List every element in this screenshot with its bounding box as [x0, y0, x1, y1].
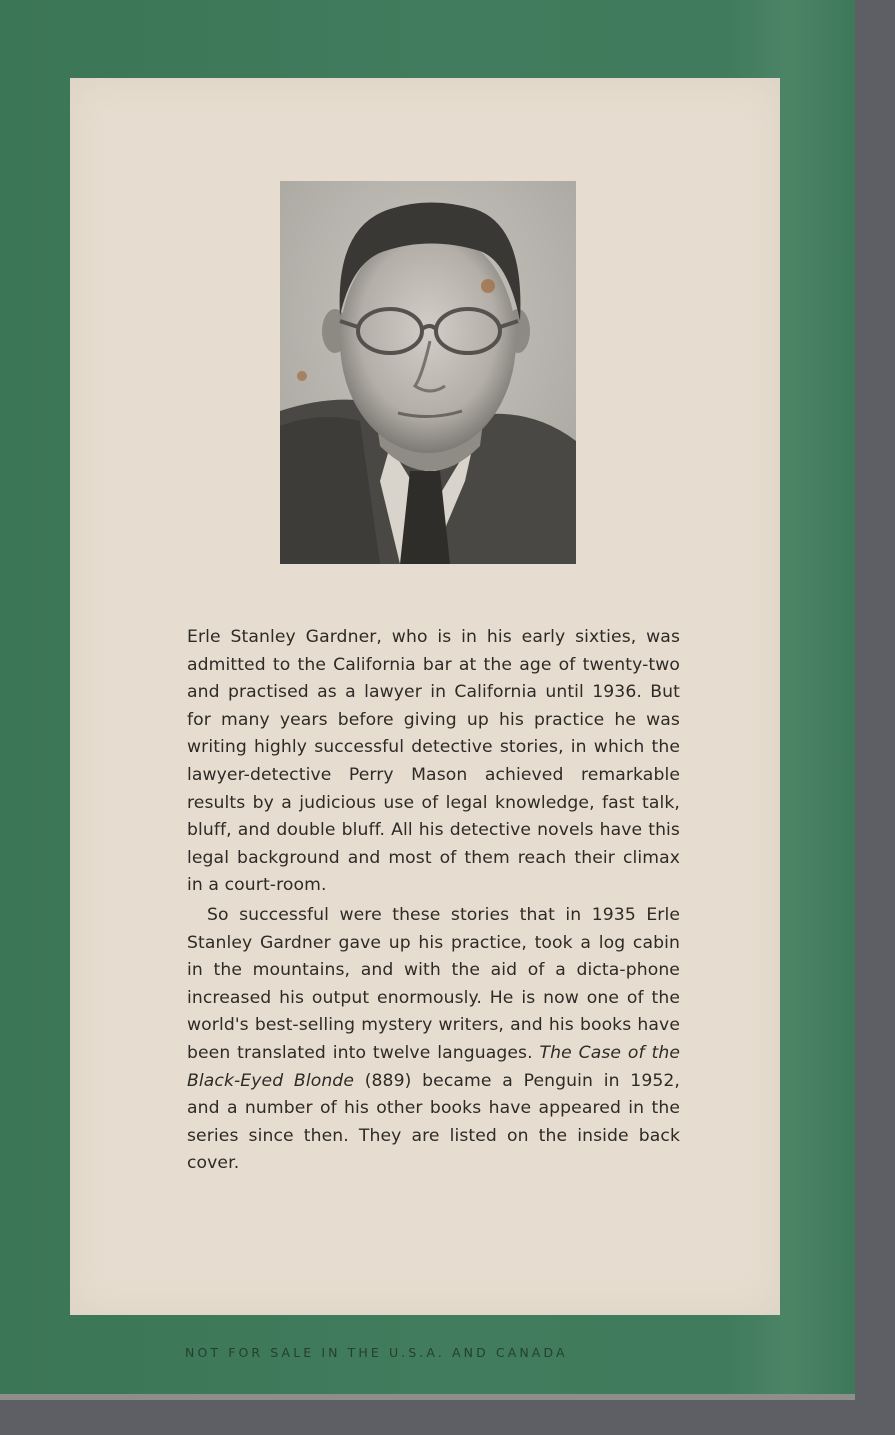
book-title: The Case of the Black-Eyed Blonde: [187, 1042, 681, 1091]
sale-restriction-notice: NOT FOR SALE IN THE U.S.A. AND CANADA: [185, 1345, 568, 1360]
author-biography: [187, 624, 680, 1178]
author-photo: [280, 181, 576, 564]
bio-paragraph-2-after: (889) became a Penguin in 1952, and a number of his other books have appeared in the series since then. They are listed on the inside back cover.: [187, 1070, 681, 1174]
bio-paragraph-1: Erle Stanley Gardner, who is in his early sixties, was admitted to the California bar at the age of twenty-two and practised as a lawyer in California until 1936. But for many years before giving up his practice he was writing highly successful detective stories, in which the lawyer-detective Perry Mason achieved remarkable results by a judicious use of legal knowledge, fast talk, bluff, and double bluff. All his detective novels have this legal background and most of them reach their climax in a court-room.: [187, 627, 680, 896]
cream-panel: [70, 78, 780, 1315]
portrait-illustration: [280, 181, 576, 564]
bio-paragraph-2: [187, 902, 680, 1178]
bio-paragraph-2-before: So successful were these stories that in 1935 Erle Stanley Gardner gave up his practice, took a log cabin in the mountains, and with the aid of a dicta-phone increased his output enormously. He is now one of the world's best-selling mystery writers, and his books have been translated into twelve languages.: [187, 904, 680, 1063]
